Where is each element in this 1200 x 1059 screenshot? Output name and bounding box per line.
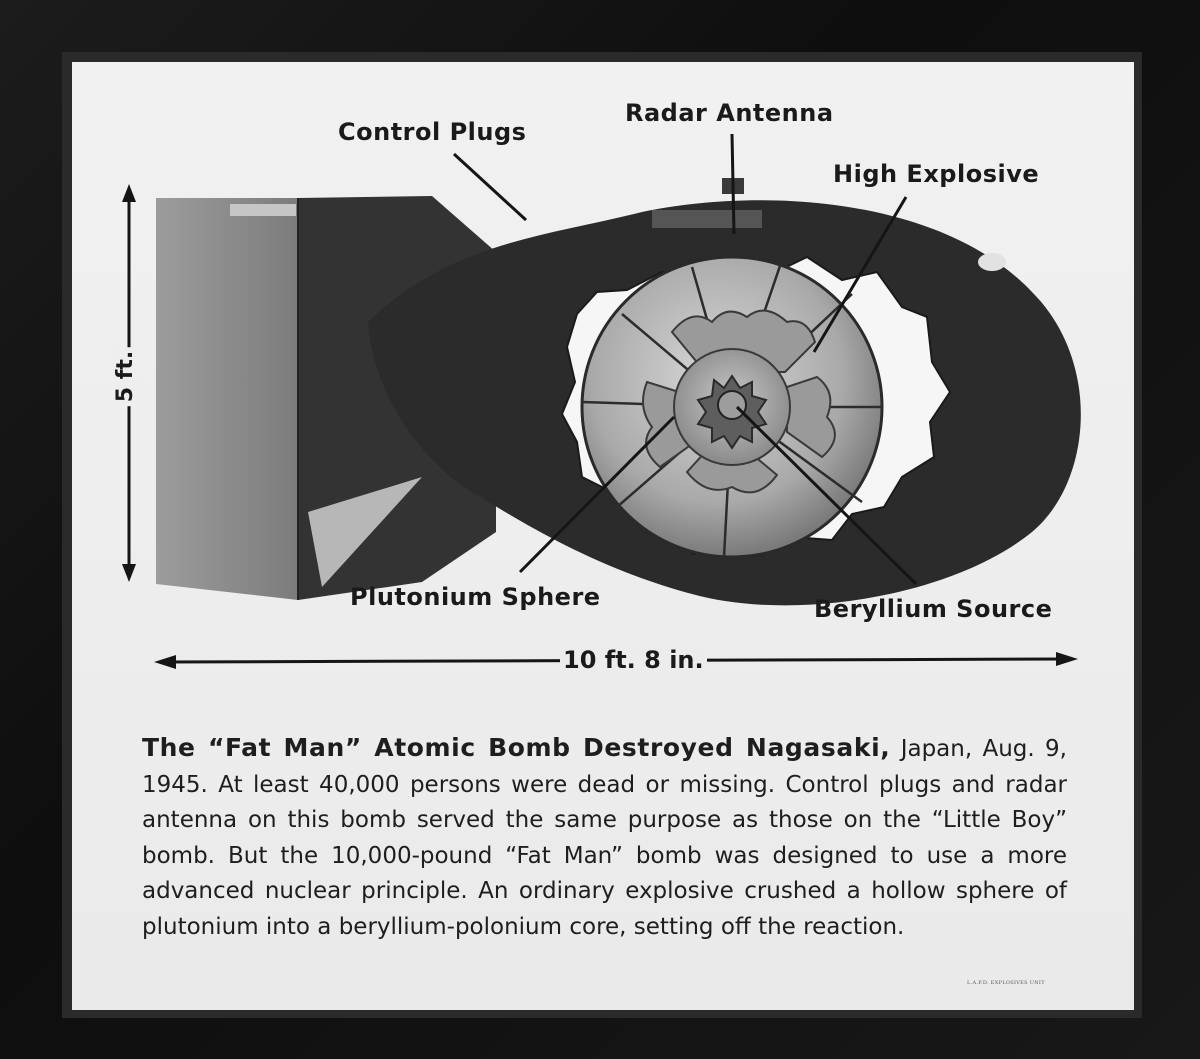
caption-headline: The “Fat Man” Atomic Bomb Destroyed Nagasaki, [142, 733, 891, 762]
label-plutonium-sphere: Plutonium Sphere [350, 583, 601, 611]
framed-print [72, 62, 1134, 1010]
height-dimension-label: 5 ft. [113, 347, 138, 406]
length-dimension-label: 10 ft. 8 in. [560, 646, 707, 674]
label-high-explosive: High Explosive [833, 160, 1040, 188]
control-plugs-leader [454, 154, 526, 220]
radar-antenna-leader [732, 134, 734, 234]
credit-line: L.A.P.D. EXPLOSIVES UNIT [967, 980, 1045, 986]
label-control-plugs: Control Plugs [338, 118, 527, 146]
label-radar-antenna: Radar Antenna [625, 99, 834, 127]
caption-text [142, 730, 1067, 945]
label-beryllium-source: Beryllium Source [814, 595, 1053, 623]
high-explosive-sphere [582, 257, 882, 557]
caption-body: Japan, Aug. 9, 1945. At least 40,000 persons were dead or missing. Control plugs and radar antenna on this bomb served the same purpose as those on the “Little Boy” bomb. But the 10,000-pound “Fat Man” bomb was designed to use a more advanced nuclear principle. An ordinary explosive crushed a hollow sphere of plutonium into a beryllium-polonium core, setting off the reaction. [142, 736, 1067, 940]
